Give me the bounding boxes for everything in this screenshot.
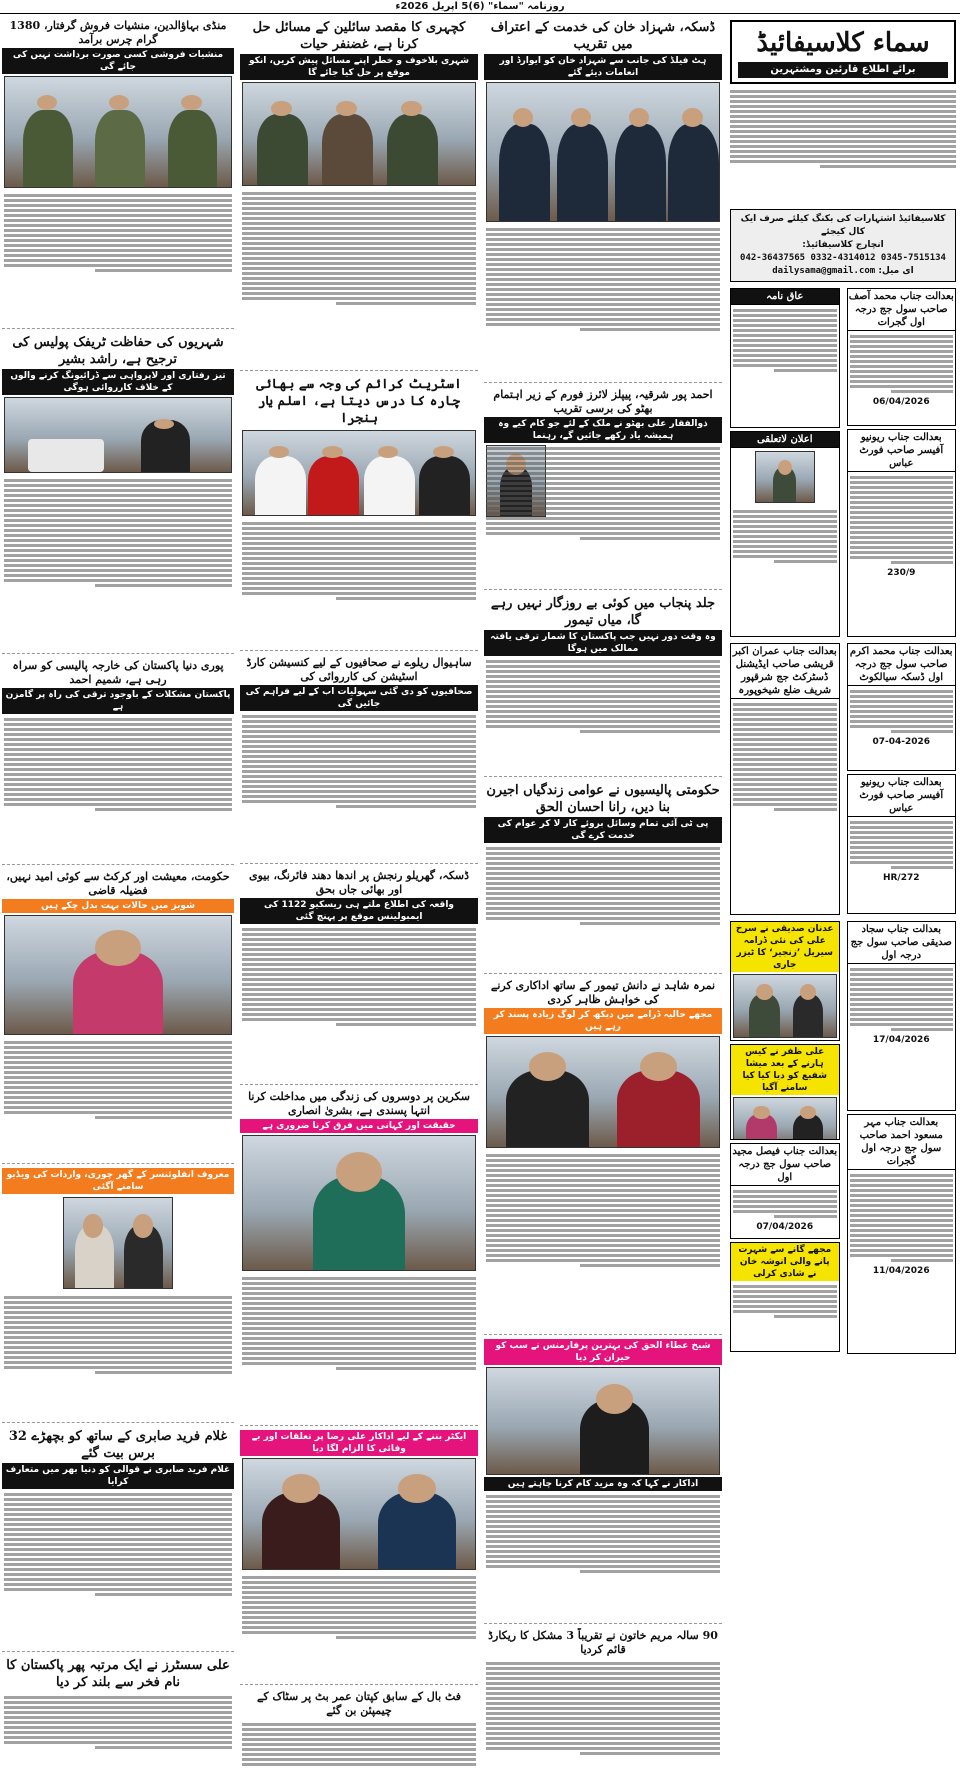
classified-intro xyxy=(728,86,958,206)
story-aslam-hanjra xyxy=(240,375,478,651)
story-bhutto-anniversary xyxy=(484,387,722,590)
story-photo xyxy=(242,1458,476,1570)
notice-heading: بعدالت جناب محمد آصف صاحب سول جج درجہ اول گجرات xyxy=(848,289,956,331)
headline: ایکٹر بننے کے لیے اداکار علی رضا پر تعلقات اور بے وفائی کا الزام لگا دیا xyxy=(240,1430,478,1456)
story-photo xyxy=(4,397,232,473)
headline: منڈی بہاؤالدین، منشیات فروش گرفتار، 1380 گرام چرس برآمد xyxy=(9,19,227,46)
story-mandi-bahauddin xyxy=(2,18,234,329)
headline: شیخ عطاء الحق کی بہترین پرفارمنس نے سب کو حیران کر دیا xyxy=(484,1339,722,1365)
headline: 90 سالہ مریم خاتون نے تقریباً 3 مشکل کا ریکارڈ قائم کردیا xyxy=(488,1629,718,1656)
story-daska-firing xyxy=(240,868,478,1085)
headline: ساہیوال ریلوے نے صحافیوں کے لیے کنسیشن کارڈ اسٹیشن کی کارروائی کی xyxy=(246,656,472,683)
story-sheikh-performance xyxy=(484,1339,722,1624)
kicker: پاکستان مشکلات کے باوجود ترقی کی راہ پر گامزن ہے xyxy=(2,688,234,714)
kicker: مجھے حالیہ ڈرامے میں دیکھ کر لوگ زیادہ پسند کر رہے ہیں xyxy=(484,1008,722,1034)
story-photo xyxy=(4,76,232,188)
notice-heading: بعدالت جناب فیصل مجید صاحب سول جج درجہ اول xyxy=(731,1144,839,1186)
story-traffic-police xyxy=(2,333,234,654)
notice-date: 230/9 xyxy=(887,568,916,578)
classified-title-box xyxy=(730,20,956,84)
notice-heading: بعدالت جناب مہر مسعود احمد صاحب سول جج درجہ اول گجرات xyxy=(848,1115,956,1170)
notice-court-2 xyxy=(847,643,957,771)
notice-photo xyxy=(755,451,815,503)
story-photo xyxy=(242,1135,476,1271)
notice-heading: بعدالت جناب محمد اکرم صاحب سول جج درجہ اول ڈسکہ سیالکوٹ xyxy=(848,644,956,686)
news-column-2 xyxy=(484,18,722,1766)
story-photo xyxy=(63,1197,173,1289)
contact-heading: کلاسیفائیڈ اشتہارات کی بکنگ کیلئے صرف ایک کال کیجئے xyxy=(740,214,946,237)
kicker: منشیات فروشی کسی صورت برداشت نہیں کی جائے گی xyxy=(2,48,234,74)
news-column-4 xyxy=(2,18,234,1766)
headline: علی سسٹرز نے ایک مرتبہ پھر پاکستان کا نام فخر سے بلند کر دیا xyxy=(6,1658,230,1690)
notice-heading: بعدالت جناب ریونیو آفیسر صاحب فورٹ عباس xyxy=(848,775,956,817)
kicker: تیز رفتاری اور لاپرواہی سے ڈرائیونگ کرنے والوں کے خلاف کارروائی ہوگی xyxy=(2,369,234,395)
headline: فٹ بال کے سابق کپتان عمر بٹ پر سٹاک کے چیمپئن بن گئے xyxy=(256,1690,462,1717)
story-ali-sisters xyxy=(2,1656,234,1766)
story-photo xyxy=(242,82,476,186)
classified-contact xyxy=(730,209,956,282)
notice-date: 06/04/2026 xyxy=(872,397,930,407)
notice-date: 11/04/2026 xyxy=(872,1266,930,1276)
notice-heading: بعدالت جناب ریونیو آفیسر صاحب فورٹ عباس xyxy=(848,430,956,472)
headline: حکومت، معیشت اور کرکٹ سے کوئی امید نہیں، فضیلہ قاضی xyxy=(6,870,230,897)
headline: پوری دنیا پاکستان کی خارجہ پالیسی کو سراہ رہی ہے، شمیم احمد xyxy=(12,659,224,686)
kicker: شوبز میں حالات بہت بدل چکے ہیں xyxy=(2,899,234,913)
story-photo xyxy=(242,430,476,516)
notice-date: 07/04/2026 xyxy=(756,1222,814,1232)
headline: ڈسکہ، شہزاد خان کی خدمت کے اعتراف میں تقریب xyxy=(490,20,716,52)
kicker: پی ٹی آئی تمام وسائل بروئے کار لا کر عوام کی خدمت کرے گی xyxy=(484,817,722,843)
contact-email[interactable]: dailysama@gmail.com xyxy=(772,266,876,276)
notice-ali-zafar xyxy=(730,1044,840,1140)
story-influencer-theft xyxy=(2,1168,234,1423)
notice-court-4 xyxy=(730,643,840,915)
classified-notices-row3 xyxy=(728,918,958,1357)
classified-subtitle: برائے اطلاع قارئین ومشتہرین xyxy=(738,62,948,78)
contact-phones[interactable]: 042-36437565 0332-4314012 0345-7515134 xyxy=(740,253,946,263)
story-bushra-ansari xyxy=(240,1089,478,1426)
notice-heading: اعلان لاتعلقی xyxy=(731,432,839,448)
notice-court-6 xyxy=(847,1114,957,1354)
classified-title: سماء کلاسیفائیڈ xyxy=(756,28,930,58)
classified-notices-row1 xyxy=(728,285,958,640)
classified-column xyxy=(728,18,958,1766)
notice-court-1 xyxy=(847,288,957,426)
email-label: ای میل: xyxy=(878,266,914,276)
notice-aaq-nama xyxy=(730,288,840,428)
story-photo xyxy=(486,1036,720,1148)
story-shehzad-khan xyxy=(484,18,722,383)
headline: نمرہ شاہد نے دانش تیمور کے ساتھ اداکاری کرنے کی خواہش ظاہر کردی xyxy=(490,979,716,1006)
adnan-photo xyxy=(733,974,837,1038)
notice-heading: بعدالت جناب سجاد صدیقی صاحب سول جج درجہ اول xyxy=(848,922,956,964)
headline: ڈسکہ، گھریلو رنجش پر اندھا دھند فائرنگ، بیوی اور بھائی جاں بحق xyxy=(248,869,470,896)
kicker: واقعہ کی اطلاع ملتے ہی ریسکیو 1122 کی ایمبولینس موقع پر پہنچ گئی xyxy=(240,898,478,924)
notice-la-taalluqi xyxy=(730,431,840,637)
notice-court-5 xyxy=(847,921,957,1111)
notice-court-7 xyxy=(730,1143,840,1239)
kicker: شہری بلاخوف و خطر اپنے مسائل پیش کریں، انکو موقع پر حل کیا جائے گا xyxy=(240,54,478,80)
notice-date: 17/04/2026 xyxy=(872,1035,930,1045)
news-column-3 xyxy=(240,18,478,1766)
marriage-kicker: مجھے گانے سے شہرت پانے والی انوشہ خان نے شادی کرلی xyxy=(731,1243,839,1281)
headline: شہریوں کی حفاظت ٹریفک پولیس کی ترجیح ہے، راشد بشیر xyxy=(12,335,224,367)
story-katcheri xyxy=(240,18,478,371)
notice-heading: عاق نامہ xyxy=(731,289,839,305)
kicker: ہٹ فیلڈ کی جانب سے شہزاد خان کو ایوارڈ اور انعامات دیئے گئے xyxy=(484,54,722,80)
story-photo xyxy=(4,915,232,1035)
story-umar-butt xyxy=(240,1689,478,1766)
headline: اسٹریٹ کرائم کی وجہ سے بھائی چارہ کا درس دیتا ہے، اسلم یار ہنجرا xyxy=(256,377,462,426)
headline: غلام فرید صابری کے ساتھ کو بچھڑے 32 برس بیت گئے xyxy=(8,1429,228,1461)
story-mian-taimur xyxy=(484,594,722,777)
headline: جلد پنجاب میں کوئی بے روزگار نہیں رہے گا، میاں تیمور xyxy=(490,596,716,628)
notice-heading: بعدالت جناب عمران اکبر قریشی صاحب ایڈیشنل ڈسٹرکٹ جج شرقپور شریف ضلع شیخوپورہ xyxy=(731,644,839,699)
headline: سکرین پر دوسروں کی زندگی میں مداخلت کرنا انتہا پسندی ہے، بشریٰ انصاری xyxy=(248,1090,470,1117)
kicker: ذوالفقار علی بھٹو نے ملک کے لئے جو کام کیے وہ ہمیشہ یاد رکھے جائیں گے، رہنما xyxy=(484,417,722,443)
notice-adnan-drama xyxy=(730,921,840,1041)
kicker: وہ وقت دور نہیں جب پاکستان کا شمار ترقی یافتہ ممالک میں ہوگا xyxy=(484,630,722,656)
kicker: غلام فرید صابری نے قوالی کو دنیا بھر میں متعارف کرایا xyxy=(2,1463,234,1489)
notice-revenue-1 xyxy=(847,429,957,637)
story-foreign-policy xyxy=(2,658,234,865)
headline: احمد پور شرقیہ، پیپلز لائرز فورم کے زیر اہتمام بھٹو کی برسی تقریب xyxy=(493,388,713,415)
adnan-kicker: عدنان صدیقی نے سرخ علی کی نئی ڈرامہ سیریل ’زنجیر‘ کا ٹیزر جاری xyxy=(731,922,839,972)
headline: معروف انفلوئنسر کے گھر چوری، واردات کی ویڈیو سامنے آگئی xyxy=(2,1168,234,1194)
story-photo xyxy=(486,1367,720,1475)
kicker: حقیقت اور کہانی میں فرق کرنا ضروری ہے xyxy=(240,1119,478,1133)
story-ghulam-farid-sabri xyxy=(2,1427,234,1652)
classified-notices-row2 xyxy=(728,640,958,918)
notice-date: HR/272 xyxy=(882,873,920,883)
notice-marriage xyxy=(730,1242,840,1352)
notice-date: 07-04-2026 xyxy=(872,737,931,747)
headline: کچہری کا مقصد سائلین کے مسائل حل کرنا ہے، غضنفر حیات xyxy=(252,20,466,52)
ali-photo xyxy=(733,1097,837,1140)
story-ali-raza xyxy=(240,1430,478,1685)
kicker: اداکار نے کہا کہ وہ مزید کام کرنا چاہتے ہیں xyxy=(484,1477,722,1491)
story-maryam-khatoon xyxy=(484,1628,722,1766)
headline: حکومتی پالیسیوں نے عوامی زندگیاں اجیرن بنا دیں، رانا احسان الحق xyxy=(486,783,720,815)
ali-kicker: علی ظفر نے کیس ہارنے کے بعد میشا شفیع کو دیا کیا کیا سامنے آگیا xyxy=(731,1045,839,1095)
kicker: صحافیوں کو دی گئی سہولیات اب کے لیے فراہم کی جائیں گی xyxy=(240,685,478,711)
masthead: روزنامہ "سماء" (6)5 اپریل 2026ء xyxy=(0,0,960,14)
story-fazila-qazi xyxy=(2,869,234,1164)
story-photo xyxy=(486,82,720,222)
story-sahiwal-railway xyxy=(240,655,478,864)
story-rana-ehsan xyxy=(484,781,722,974)
contact-label: انچارج کلاسیفائیڈ: xyxy=(802,240,884,250)
story-nimra-shahid xyxy=(484,978,722,1335)
notice-court-3 xyxy=(847,774,957,914)
